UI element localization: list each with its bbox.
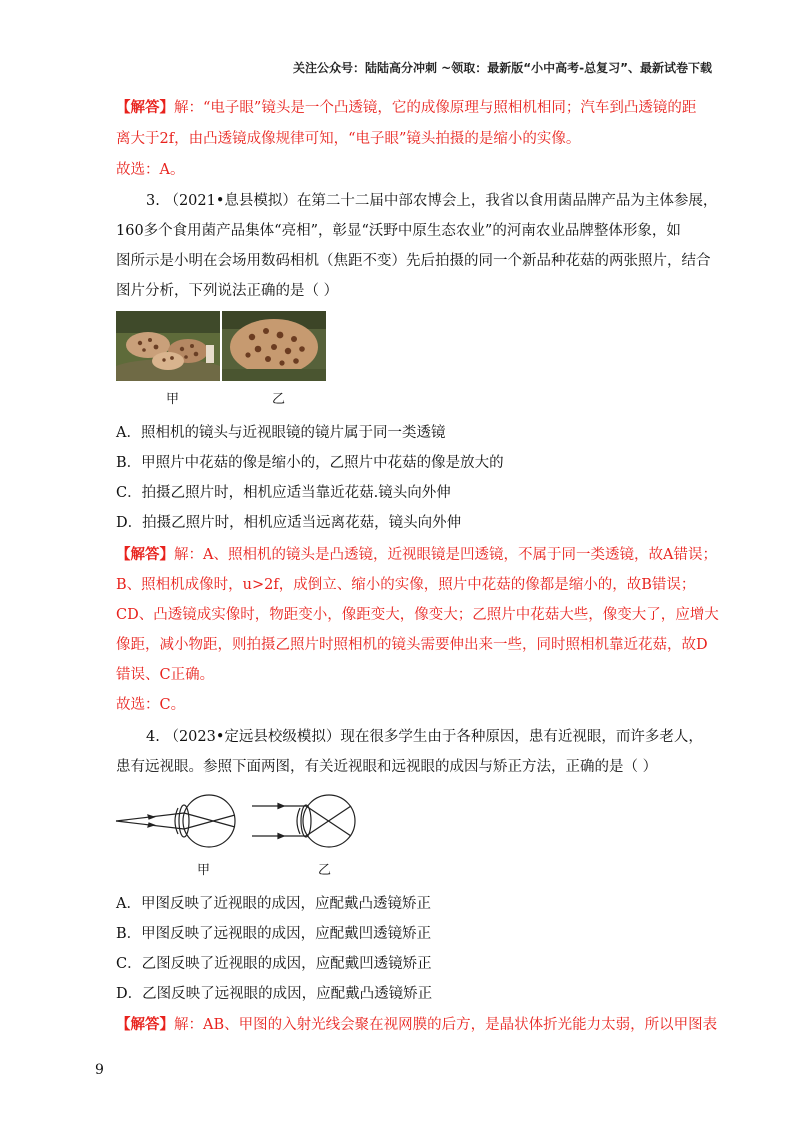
q4-option-c: C．乙图反映了近视眼的成因，应配戴凹透镜矫正 (116, 956, 432, 972)
answer3-line5: 错误、C正确。 (116, 667, 215, 683)
eye-b-cornea (297, 808, 300, 834)
answer3-line3: CD、凸透镜成实像时，物距变小，像距变大，像变大；乙照片中花菇大些，像变大了，应增大 (116, 607, 719, 623)
eye-b-arrow-2 (278, 834, 284, 839)
answer3-line1: 【解答】解：A、照相机的镜头是凸透镜，近视眼镜是凹透镜，不属于同一类透镜，故A错误； (116, 546, 717, 563)
answer-tag: 【解答】 (116, 1016, 174, 1033)
q3-line1: 3. （2021•息县模拟）在第二十二届中部农博会上，我省以食用菌品牌产品为主体参展， (146, 193, 718, 209)
photo-caption-a: 甲 (166, 392, 180, 407)
answer-tag: 【解答】 (116, 99, 174, 116)
answer-tag: 【解答】 (116, 546, 174, 563)
diagram-caption-a: 甲 (197, 863, 211, 878)
photo-caption-b: 乙 (272, 392, 286, 407)
q4-option-d: D．乙图反映了远视眼的成因，应配戴凸透镜矫正 (116, 986, 433, 1002)
q4-option-b: B．甲图反映了远视眼的成因，应配戴凹透镜矫正 (116, 926, 432, 942)
page-header: 关注公众号：陆陆高分冲刺 ~领取：最新版“小中高考-总复习”、最新试卷下载 (293, 61, 712, 75)
answer1-line2: 离大于2f，由凸透镜成像规律可知，“电子眼”镜头拍摄的是缩小的实像。 (116, 131, 581, 147)
mushroom-photo-b-image (222, 311, 326, 381)
q3-line3: 图所示是小明在会场用数码相机（焦距不变）先后拍摄的同一个新品种花菇的两张照片，结合 (116, 253, 711, 269)
q3-line2: 160多个食用菌产品集体“亮相”，彰显“沃野中原生态农业”的河南农业品牌整体形象，如 (116, 223, 681, 239)
q3-line4: 图片分析，下列说法正确的是（ ） (116, 283, 339, 299)
q3-option-d: D．拍摄乙照片时，相机应适当远离花菇，镜头向外伸 (116, 515, 462, 531)
page-number: 9 (95, 1062, 104, 1078)
q4-line1: 4. （2023•定远县校级模拟）现在很多学生由于各种原因，患有近视眼，而许多老人， (146, 729, 703, 745)
diagram-caption-b: 乙 (318, 863, 332, 878)
answer3-choice: 故选：C。 (116, 697, 186, 713)
eye-a-arrow-2 (148, 823, 154, 827)
answer3-line4: 像距，减小物距，则拍摄乙照片时照相机的镜头需要伸出来一些，同时照相机靠近花菇，故D (116, 637, 708, 653)
q3-option-a: A．照相机的镜头与近视眼镜的镜片属于同一类透镜 (116, 425, 446, 441)
answer3-line2: B、照相机成像时，u>2f，成倒立、缩小的实像，照片中花菇的像都是缩小的，故B错误； (116, 577, 696, 593)
q3-option-c: C．拍摄乙照片时，相机应适当靠近花菇.镜头向外伸 (116, 485, 451, 501)
eye-a-arrow-1 (148, 815, 154, 819)
answer1-choice: 故选：A。 (116, 162, 185, 178)
eye-a-cornea (175, 808, 178, 834)
eye-a-ray-3 (184, 813, 235, 827)
eye-a-ray-4 (184, 815, 235, 829)
eye-b-arrow-1 (278, 804, 284, 809)
mushroom-photo-b (222, 311, 326, 381)
eye-diagrams (114, 786, 364, 856)
eye-a-eyeball (183, 795, 235, 847)
mushroom-photo-a-image (116, 311, 220, 381)
q3-option-b: B．甲照片中花菇的像是缩小的，乙照片中花菇的像是放大的 (116, 455, 504, 471)
answer4-line1: 【解答】解：AB、甲图的入射光线会聚在视网膜的后方，是晶状体折光能力太弱，所以甲图表 (116, 1016, 718, 1033)
q4-line2: 患有远视眼。参照下面两图，有关近视眼和远视眼的成因与矫正方法，正确的是（ ） (116, 759, 658, 775)
mushroom-photo-a (116, 311, 220, 381)
answer1-line1: 【解答】解：“电子眼”镜头是一个凸透镜，它的成像原理与照相机相同；汽车到凸透镜的距 (116, 99, 697, 116)
eye-a-lens (179, 805, 189, 837)
q4-option-a: A．甲图反映了近视眼的成因，应配戴凸透镜矫正 (116, 896, 431, 912)
